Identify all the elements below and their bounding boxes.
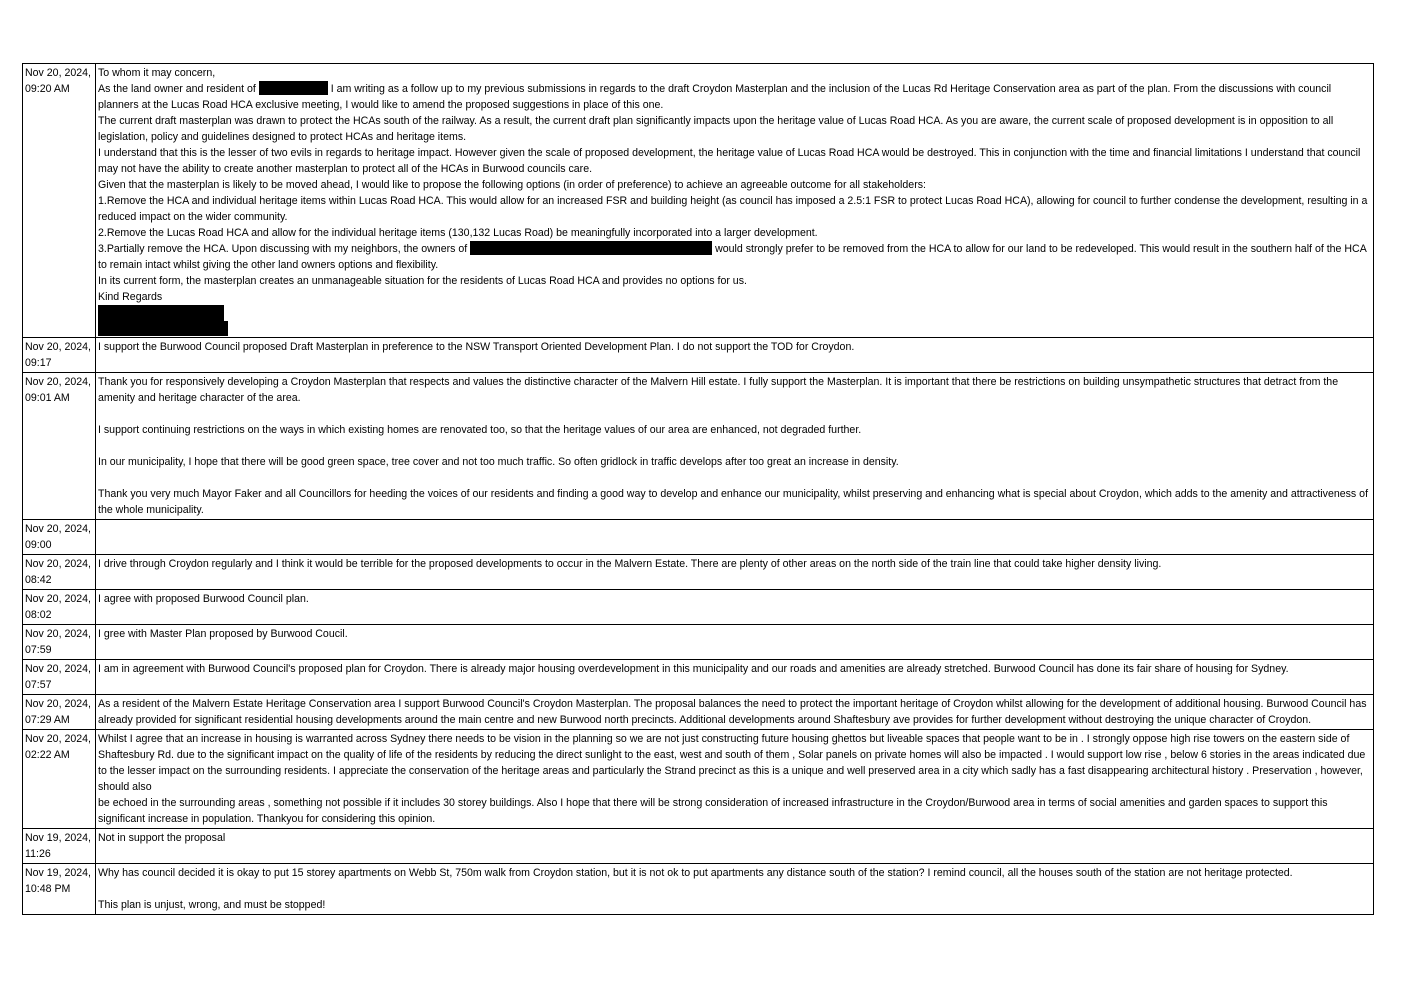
submission-date: Nov 20, 2024, 08:42 — [23, 555, 96, 590]
redacted-name — [98, 321, 228, 336]
submission-comment — [96, 373, 1374, 520]
table-row — [23, 590, 1374, 625]
table-row — [23, 730, 1374, 829]
comment-blank-line — [98, 406, 1371, 422]
comment-paragraph: I support the Burwood Council proposed Draft Masterplan in preference to the NSW Transport Oriented Development Plan. I do not support the TOD for Croydon. — [98, 341, 855, 353]
submission-comment — [96, 625, 1374, 660]
comment-text: As the land owner and resident of — [98, 83, 259, 95]
submission-date: Nov 20, 2024, 02:22 AM — [23, 730, 96, 829]
comment-paragraph: Kind Regards — [98, 291, 163, 303]
comment-paragraph: As a resident of the Malvern Estate Heritage Conservation area I support Burwood Council's Croydon Masterplan. The proposal balances the need to protect the important heritage of Croydon whilst allowing for the development of additional housing. Burwood Council has already provided for significant residential housing developments around the main centre and new Burwood north precincts. Additional developments around Shaftesbury ave provides for further development without destroying the unique character of Croydon. — [98, 698, 1367, 726]
table-row — [23, 338, 1374, 373]
submission-comment — [96, 64, 1374, 338]
submission-comment — [96, 590, 1374, 625]
comment-paragraph: Given that the masterplan is likely to be moved ahead, I would like to propose the following options (in order of preference) to achieve an agreeable outcome for all stakeholders: — [98, 179, 926, 191]
comment-paragraph — [98, 241, 1371, 273]
comment-paragraph: Not in support the proposal — [98, 832, 226, 844]
submission-comment — [96, 829, 1374, 864]
submission-date: Nov 20, 2024, 07:59 — [23, 625, 96, 660]
comment-blank-line — [98, 438, 1371, 454]
submission-date: Nov 20, 2024, 07:57 — [23, 660, 96, 695]
comment-paragraph: This plan is unjust, wrong, and must be stopped! — [98, 899, 326, 911]
submission-date: Nov 20, 2024, 08:02 — [23, 590, 96, 625]
comment-paragraph: I agree with proposed Burwood Council plan. — [98, 593, 309, 605]
comment-text: 3.Partially remove the HCA. Upon discussing with my neighbors, the owners of — [98, 243, 471, 255]
table-row — [23, 373, 1374, 520]
comment-paragraph: The current draft masterplan was drawn to protect the HCAs south of the railway. As a result, the current draft plan significantly impacts upon the heritage value of Lucas Road HCA. As you are aware, the current scale of proposed development is in opposition to all legislation, policy and guidelines designed to protect HCAs and heritage items. — [98, 115, 1334, 143]
comment-paragraph: Whilst I agree that an increase in housing is warranted across Sydney there needs to be vision in the planning so we are not just constructing future housing ghettos but liveable spaces that people want to be in . I strongly oppose high rise towers on the eastern side of Shaftesbury Rd. due to the significant impact on the quality of life of the residents by reducing the direct sunlight to the east, west and south of them , Solar panels on private homes will also be impacted . I would support low rise , below 6 stories in the areas indicated due to the lesser impact on the surrounding residents. I appreciate the conservation of the heritage areas and particularly the Strand precinct as this is a unique and well preserved area in a city which sadly has a fast disappearing architectural history . Preservation , however, should also — [98, 733, 1366, 793]
comment-blank-line — [98, 881, 1371, 897]
redacted-signature — [98, 305, 1371, 336]
comment-paragraph: In our municipality, I hope that there will be good green space, tree cover and not too much traffic. So often gridlock in traffic develops after too great an increase in density. — [98, 456, 899, 468]
comment-blank-line — [98, 470, 1371, 486]
comment-paragraph: I drive through Croydon regularly and I think it would be terrible for the proposed developments to occur in the Malvern Estate. There are plenty of other areas on the north side of the train line that could take higher density living. — [98, 558, 1162, 570]
submission-comment — [96, 695, 1374, 730]
submission-date: Nov 19, 2024, 10:48 PM — [23, 864, 96, 915]
table-row — [23, 625, 1374, 660]
submission-comment — [96, 555, 1374, 590]
submission-comment — [96, 338, 1374, 373]
submission-date: Nov 20, 2024, 07:29 AM — [23, 695, 96, 730]
submission-date: Nov 20, 2024, 09:01 AM — [23, 373, 96, 520]
submission-date: Nov 20, 2024, 09:00 — [23, 520, 96, 555]
submission-date: Nov 20, 2024, 09:17 — [23, 338, 96, 373]
redacted-property-list — [470, 241, 712, 255]
comment-paragraph — [98, 81, 1371, 113]
table-row — [23, 64, 1374, 338]
submission-date: Nov 19, 2024, 11:26 — [23, 829, 96, 864]
table-row — [23, 660, 1374, 695]
comment-paragraph: 2.Remove the Lucas Road HCA and allow for the individual heritage items (130,132 Lucas Road) be meaningfully incorporated into a larger development. — [98, 227, 818, 239]
submission-comment — [96, 864, 1374, 915]
comment-paragraph: To whom it may concern, — [98, 67, 216, 79]
table-row — [23, 695, 1374, 730]
comment-paragraph: I gree with Master Plan proposed by Burwood Coucil. — [98, 628, 348, 640]
table-row — [23, 829, 1374, 864]
redacted-name — [98, 305, 224, 321]
submission-date: Nov 20, 2024, 09:20 AM — [23, 64, 96, 338]
table-row — [23, 864, 1374, 915]
comment-paragraph: 1.Remove the HCA and individual heritage items within Lucas Road HCA. This would allow for an increased FSR and building height (as council has imposed a 2.5:1 FSR to protect Lucas Road HCA), allowing for council to further condense the development, resulting in a reduced impact on the wider community. — [98, 195, 1368, 223]
comment-paragraph: I understand that this is the lesser of two evils in regards to heritage impact. However given the scale of proposed development, the heritage value of Lucas Road HCA would be destroyed. This in conjunction with the time and financial limitations I understand that council may not have the ability to create another masterplan to protect all of the HCAs in Burwood councils care. — [98, 147, 1361, 175]
submission-comment — [96, 730, 1374, 829]
comment-paragraph: Why has council decided it is okay to put 15 storey apartments on Webb St, 750m walk from Croydon station, but it is not ok to put apartments any distance south of the station? I remind council, all the houses south of the station are not heritage protected. — [98, 867, 1293, 879]
comment-paragraph: In its current form, the masterplan creates an unmanageable situation for the residents of Lucas Road HCA and provides no options for us. — [98, 275, 747, 287]
submission-comment — [96, 520, 1374, 555]
comment-paragraph: I am in agreement with Burwood Council's proposed plan for Croydon. There is already major housing overdevelopment in this municipality and our roads and amenities are already stretched. Burwood Council has done its fair share of housing for Sydney. — [98, 663, 1289, 675]
table-row — [23, 555, 1374, 590]
submissions-table — [22, 63, 1374, 915]
comment-paragraph: I support continuing restrictions on the ways in which existing homes are renovated too, so that the heritage values of our area are enhanced, not degraded further. — [98, 424, 862, 436]
comment-text: I am writing as a follow up to my previous submissions in regards to the draft Croydon Masterplan and the inclusion of the Lucas Rd Heritage Conservation area as part of the plan. From the discussions with council planners at the Lucas Road HCA exclusive meeting, I would like to amend the proposed suggestions in place of this one. — [98, 83, 1332, 111]
comment-paragraph: Thank you very much Mayor Faker and all Councillors for heeding the voices of our residents and finding a good way to develop and enhance our municipality, whilst preserving and enhancing what is special about Croydon, which adds to the amenity and attractiveness of the whole municipality. — [98, 488, 1369, 516]
submission-comment — [96, 660, 1374, 695]
redacted-address — [259, 81, 328, 95]
comment-paragraph: Thank you for responsively developing a Croydon Masterplan that respects and values the distinctive character of the Malvern Hill estate. I fully support the Masterplan. It is important that there be restrictions on building unsympathetic structures that detract from the amenity and heritage character of the area. — [98, 376, 1339, 404]
table-row — [23, 520, 1374, 555]
comment-paragraph: be echoed in the surrounding areas , something not possible if it includes 30 storey buildings. Also I hope that there will be strong consideration of increased infrastructure in the Croydon/Burwood area in terms of social amenities and garden spaces to support this significant increase in population. Thankyou for considering this opinion. — [98, 797, 1328, 825]
comment-text: would strongly prefer to be removed from the HCA to allow for our land to be redeveloped. This would result in the southern half of the HCA to remain intact whilst giving the other land owners options and flexibility. — [98, 243, 1367, 271]
